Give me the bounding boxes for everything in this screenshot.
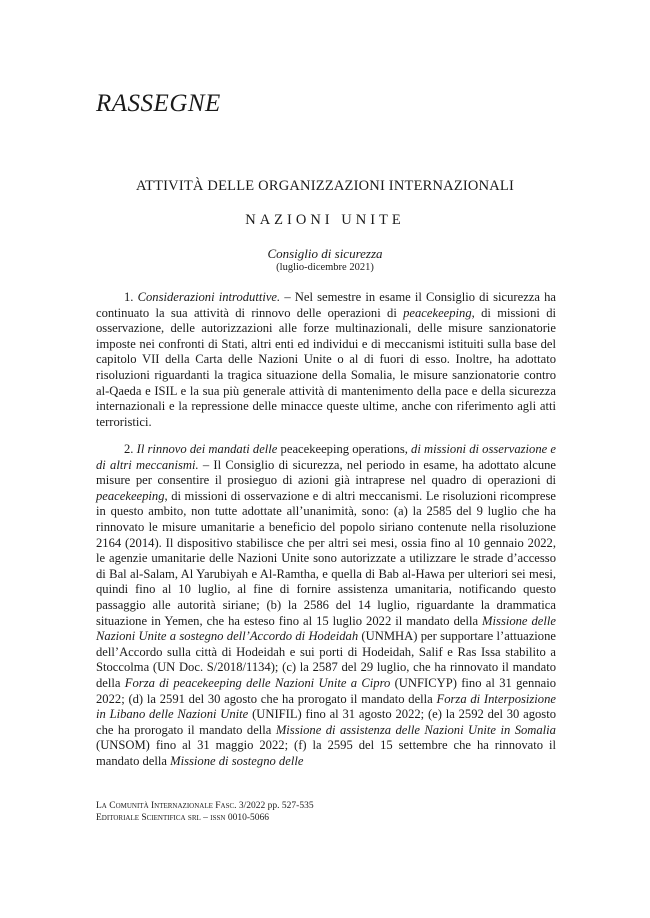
paragraph-text: (UNIFIL) fino al 31 agosto 2022; (e) la 2592 del 30 agosto che ha prorogato il mandato della [96, 707, 557, 737]
paragraph-text: , di missioni di osservazione e di altri meccanismi. Le risoluzioni ricomprese in questo ambito, non tutte adottate all’unanimità, sono: (a) la 2585 del 9 luglio che ha rinnovato le misure umanitarie a beneficio del popolo siriano contenute nella risoluzione 2164 (2014). Il dispositivo stabilisce che per altri sei mesi, ossia fino al 10 gennaio 2022, le agenzie umanitarie delle Nazioni Unite sono autorizzate a utilizzare le strade d’accesso di Bal al-Salam, Al Yarubiyah e Al-Ramtha, e quella di Bab al-Hawa per ulteriori sei mesi, quindi fino al 10 luglio, al fine di fornire assistenza umanitaria, notificando questo passaggio alle autorità siriane; (b) la 2586 del 14 luglio, riguardante la drammatica situazione in Yemen, che ha esteso fino al 15 luglio 2022 il mandato della [96, 488, 556, 628]
journal-issue: 3/2022 pp. 527-535 [236, 801, 314, 811]
italic-term: Forza di Interposizione in Libano delle Nazioni Unite [96, 691, 556, 722]
period-subheading: (luglio-dicembre 2021) [276, 262, 374, 273]
paragraph-introduction [96, 290, 556, 430]
issn-number: 0010-5066 [225, 813, 269, 823]
italic-term: Missione delle Nazioni Unite a sostegno dell’Accordo di Hodeidah [96, 613, 556, 644]
paragraph-number: 1. [124, 290, 134, 304]
footer-journal-line [96, 800, 314, 812]
paragraph-title: Il rinnovo dei mandati delle [136, 442, 278, 456]
paragraph-text: (UNSOM) fino al 31 maggio 2022; (f) la 2595 del 15 settembre che ha rinnovato il mandato della [96, 738, 556, 768]
dash: – [280, 290, 295, 304]
security-council-heading: Consiglio di sicurezza [267, 246, 383, 261]
italic-term: Missione di sostegno delle [170, 753, 304, 768]
italic-term: Missione di assistenza delle Nazioni Unite in Somalia [275, 722, 556, 737]
publisher-name: Editoriale Scientifica srl – issn [96, 813, 226, 823]
page-footer [96, 800, 314, 824]
italic-term: peacekeeping [403, 305, 472, 320]
paragraph-mandates [96, 442, 556, 769]
italic-term: Forza di peacekeeping delle Nazioni Unite a Cipro [124, 675, 391, 690]
paragraph-title: , di missioni di osservazione e di altri meccanismi. [96, 442, 556, 472]
footer-publisher-line [96, 812, 314, 824]
paragraph-text: (UNMHA) per supportare l’attuazione dell’Accordo sulla città di Hodeidah e sui porti di Hodeidah, Salif e Ras Issa stabilito a Stoccolma (UN Doc. S/2018/1134); (c) la 2587 del 29 luglio, che ha rinnovato il mandato della [96, 629, 556, 690]
italic-term: peacekeeping [96, 488, 165, 503]
paragraph-text: Il Consiglio di sicurezza, nel periodo in esame, ha adottato alcune misure per consentire il prosieguo di azioni già intraprese nel quadro di operazioni di [96, 457, 557, 488]
organizations-heading: ATTIVITÀ DELLE ORGANIZZAZIONI INTERNAZIONALI [135, 178, 515, 194]
paragraph-text: (UNFICYP) fino al 31 gennaio 2022; (d) la 2591 del 30 agosto che ha prorogato il mandato della [96, 675, 556, 706]
paragraph-number: 2. [124, 442, 134, 456]
dash: – [198, 457, 214, 472]
paragraph-text: , di missioni di osservazione, delle autorizzazioni alle forze multinazionali, delle misure sanzionatorie imposte nei confronti di Stati, altri enti ed individui e di meccanismi istituiti sulla base del capitolo VII della Carta delle Nazioni Unite o al di fuori di esso. Inoltre, ha adottato risoluzioni riguardanti la tragica situazione della Somalia, le misure sanzionatorie contro al-Qaeda e ISIL e la sua più generale attività di mantenimento della pace e della sicurezza internazionali e la repressione delle minacce queste ultime, anche con riferimento agli atti terroristici. [96, 305, 556, 429]
paragraph-title: Considerazioni introduttive. [137, 290, 281, 304]
paragraph-title-roman: peacekeeping operations [277, 442, 405, 456]
section-title: RASSEGNE [96, 90, 221, 117]
journal-name: La Comunità Internazionale Fasc. [96, 801, 237, 811]
paragraph-text: Nel semestre in esame il Consiglio di sicurezza ha continuato la sua attività di rinnovo delle operazioni di [96, 290, 557, 320]
united-nations-heading: NAZIONI UNITE [245, 212, 405, 228]
